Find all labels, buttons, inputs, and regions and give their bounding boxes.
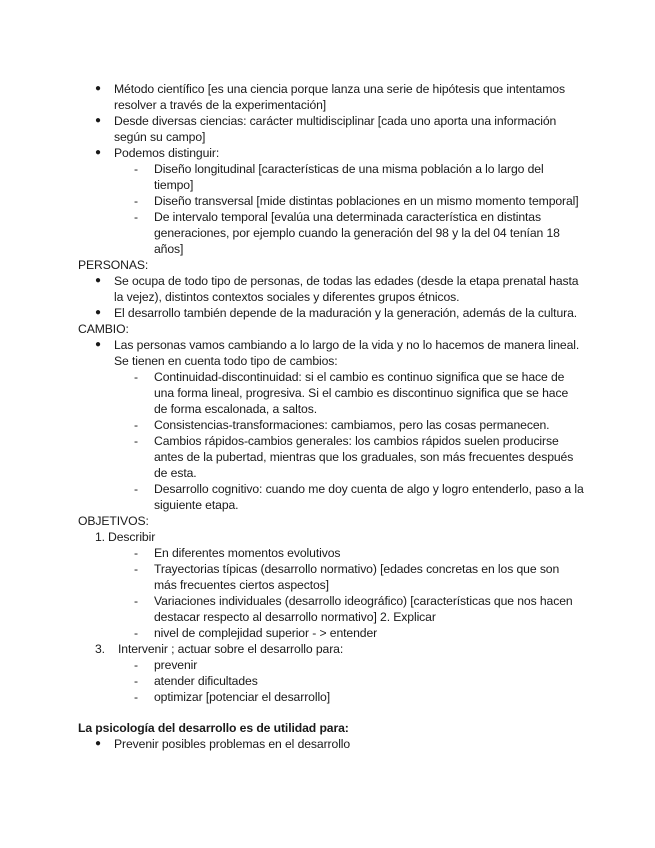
- sub-list-item: - De intervalo temporal [evalúa una determinada característica en distintas: [134, 210, 541, 224]
- sub-list-item-continued: más frecuentes ciertos aspectos]: [154, 578, 329, 592]
- list-item-continued: la vejez), distintos contextos sociales y diferentes grupos étnicos.: [114, 290, 460, 304]
- dash-icon: -: [134, 210, 138, 224]
- list-item: ● Prevenir posibles problemas en el desarrollo: [95, 737, 351, 751]
- sub-list-item: - Variaciones individuales (desarrollo ideográfico) [características que nos hacen: [134, 594, 573, 608]
- sub-list-item: - optimizar [potenciar el desarrollo]: [134, 690, 331, 704]
- sub-list-item: - Diseño longitudinal [características de una misma población a lo largo del: [134, 162, 544, 176]
- number-marker: 1.: [95, 530, 105, 544]
- sub-list-item-continued: antes de la pubertad, mientras que los graduales, son más frecuentes después: [154, 450, 574, 464]
- list-item-continued: según su campo]: [114, 130, 206, 144]
- dash-icon: -: [134, 594, 138, 608]
- section-heading-personas: PERSONAS:: [78, 258, 149, 272]
- sub-list-item-continued: siguiente etapa.: [154, 498, 239, 512]
- list-item: ● Podemos distinguir:: [95, 146, 220, 160]
- sub-list-item: - Consistencias-transformaciones: cambiamos, pero las cosas permanecen.: [134, 418, 550, 432]
- sub-list-item: - Cambios rápidos-cambios generales: los cambios rápidos suelen producirse: [134, 434, 559, 448]
- numbered-item: 3. Intervenir ; actuar sobre el desarrollo para:: [95, 642, 344, 656]
- dash-icon: -: [134, 482, 138, 496]
- bullet-icon: ●: [95, 147, 101, 158]
- list-item-continued: resolver a través de la experimentación]: [114, 98, 327, 112]
- sub-list-item-continued: de forma escalonada, a saltos.: [154, 402, 317, 416]
- section-heading-objetivos: OBJETIVOS:: [78, 514, 149, 528]
- sub-list-item: - nivel de complejidad superior - > entender: [134, 626, 378, 640]
- list-item: ● Se ocupa de todo tipo de personas, de todas las edades (desde la etapa prenatal hasta: [95, 274, 579, 288]
- numbered-item: 1. Describir: [95, 530, 156, 544]
- dash-icon: -: [134, 690, 138, 704]
- sub-list-item: - Diseño transversal [mide distintas poblaciones en un mismo momento temporal]: [134, 194, 579, 208]
- sub-list-item-continued: generaciones, por ejemplo cuando la generación del 98 y la del 04 tenían 18: [154, 226, 560, 240]
- bullet-icon: ●: [95, 339, 101, 350]
- list-item: ● Método científico [es una ciencia porque lanza una serie de hipótesis que intentamos: [95, 82, 565, 96]
- sub-list-item-continued: de esta.: [154, 466, 197, 480]
- sub-list-item: - atender dificultades: [134, 674, 258, 688]
- dash-icon: -: [134, 658, 138, 672]
- dash-icon: -: [134, 194, 138, 208]
- dash-icon: -: [134, 674, 138, 688]
- bullet-icon: ●: [95, 738, 101, 749]
- bullet-icon: ●: [95, 83, 101, 94]
- dash-icon: -: [134, 626, 138, 640]
- list-item: ● El desarrollo también depende de la maduración y la generación, además de la cultura.: [95, 306, 578, 320]
- sub-list-item: - Trayectorias típicas (desarrollo normativo) [edades concretas en los que son: [134, 562, 560, 576]
- number-marker: 3.: [95, 642, 105, 656]
- dash-icon: -: [134, 434, 138, 448]
- dash-icon: -: [134, 418, 138, 432]
- list-item: ● Las personas vamos cambiando a lo largo de la vida y no lo hacemos de manera lineal.: [95, 338, 580, 352]
- sub-list-item-continued: tiempo]: [154, 178, 194, 192]
- bullet-icon: ●: [95, 307, 101, 318]
- sub-list-item-continued: años]: [154, 242, 184, 256]
- sub-list-item: - En diferentes momentos evolutivos: [134, 546, 341, 560]
- bullet-icon: ●: [95, 275, 101, 286]
- section-heading-cambio: CAMBIO:: [78, 322, 129, 336]
- sub-list-item: - Continuidad-discontinuidad: si el cambio es continuo significa que se hace de: [134, 370, 565, 384]
- dash-icon: -: [134, 562, 138, 576]
- sub-list-item-continued: una forma lineal, progresiva. Si el cambio es discontinuo significa que se hace: [154, 386, 569, 400]
- dash-icon: -: [134, 370, 138, 384]
- dash-icon: -: [134, 162, 138, 176]
- dash-icon: -: [134, 546, 138, 560]
- bullet-icon: ●: [95, 115, 101, 126]
- bold-heading: La psicología del desarrollo es de utilidad para:: [78, 721, 349, 735]
- sub-list-item-continued: destacar respecto al desarrollo normativo] 2. Explicar: [154, 610, 436, 624]
- sub-list-item: - prevenir: [134, 658, 198, 672]
- list-item-continued: Se tienen en cuenta todo tipo de cambios:: [114, 354, 338, 368]
- list-item: ● Desde diversas ciencias: carácter multidisciplinar [cada uno aporta una información: [95, 114, 557, 128]
- sub-list-item: - Desarrollo cognitivo: cuando me doy cuenta de algo y logro entenderlo, paso a la: [134, 482, 584, 496]
